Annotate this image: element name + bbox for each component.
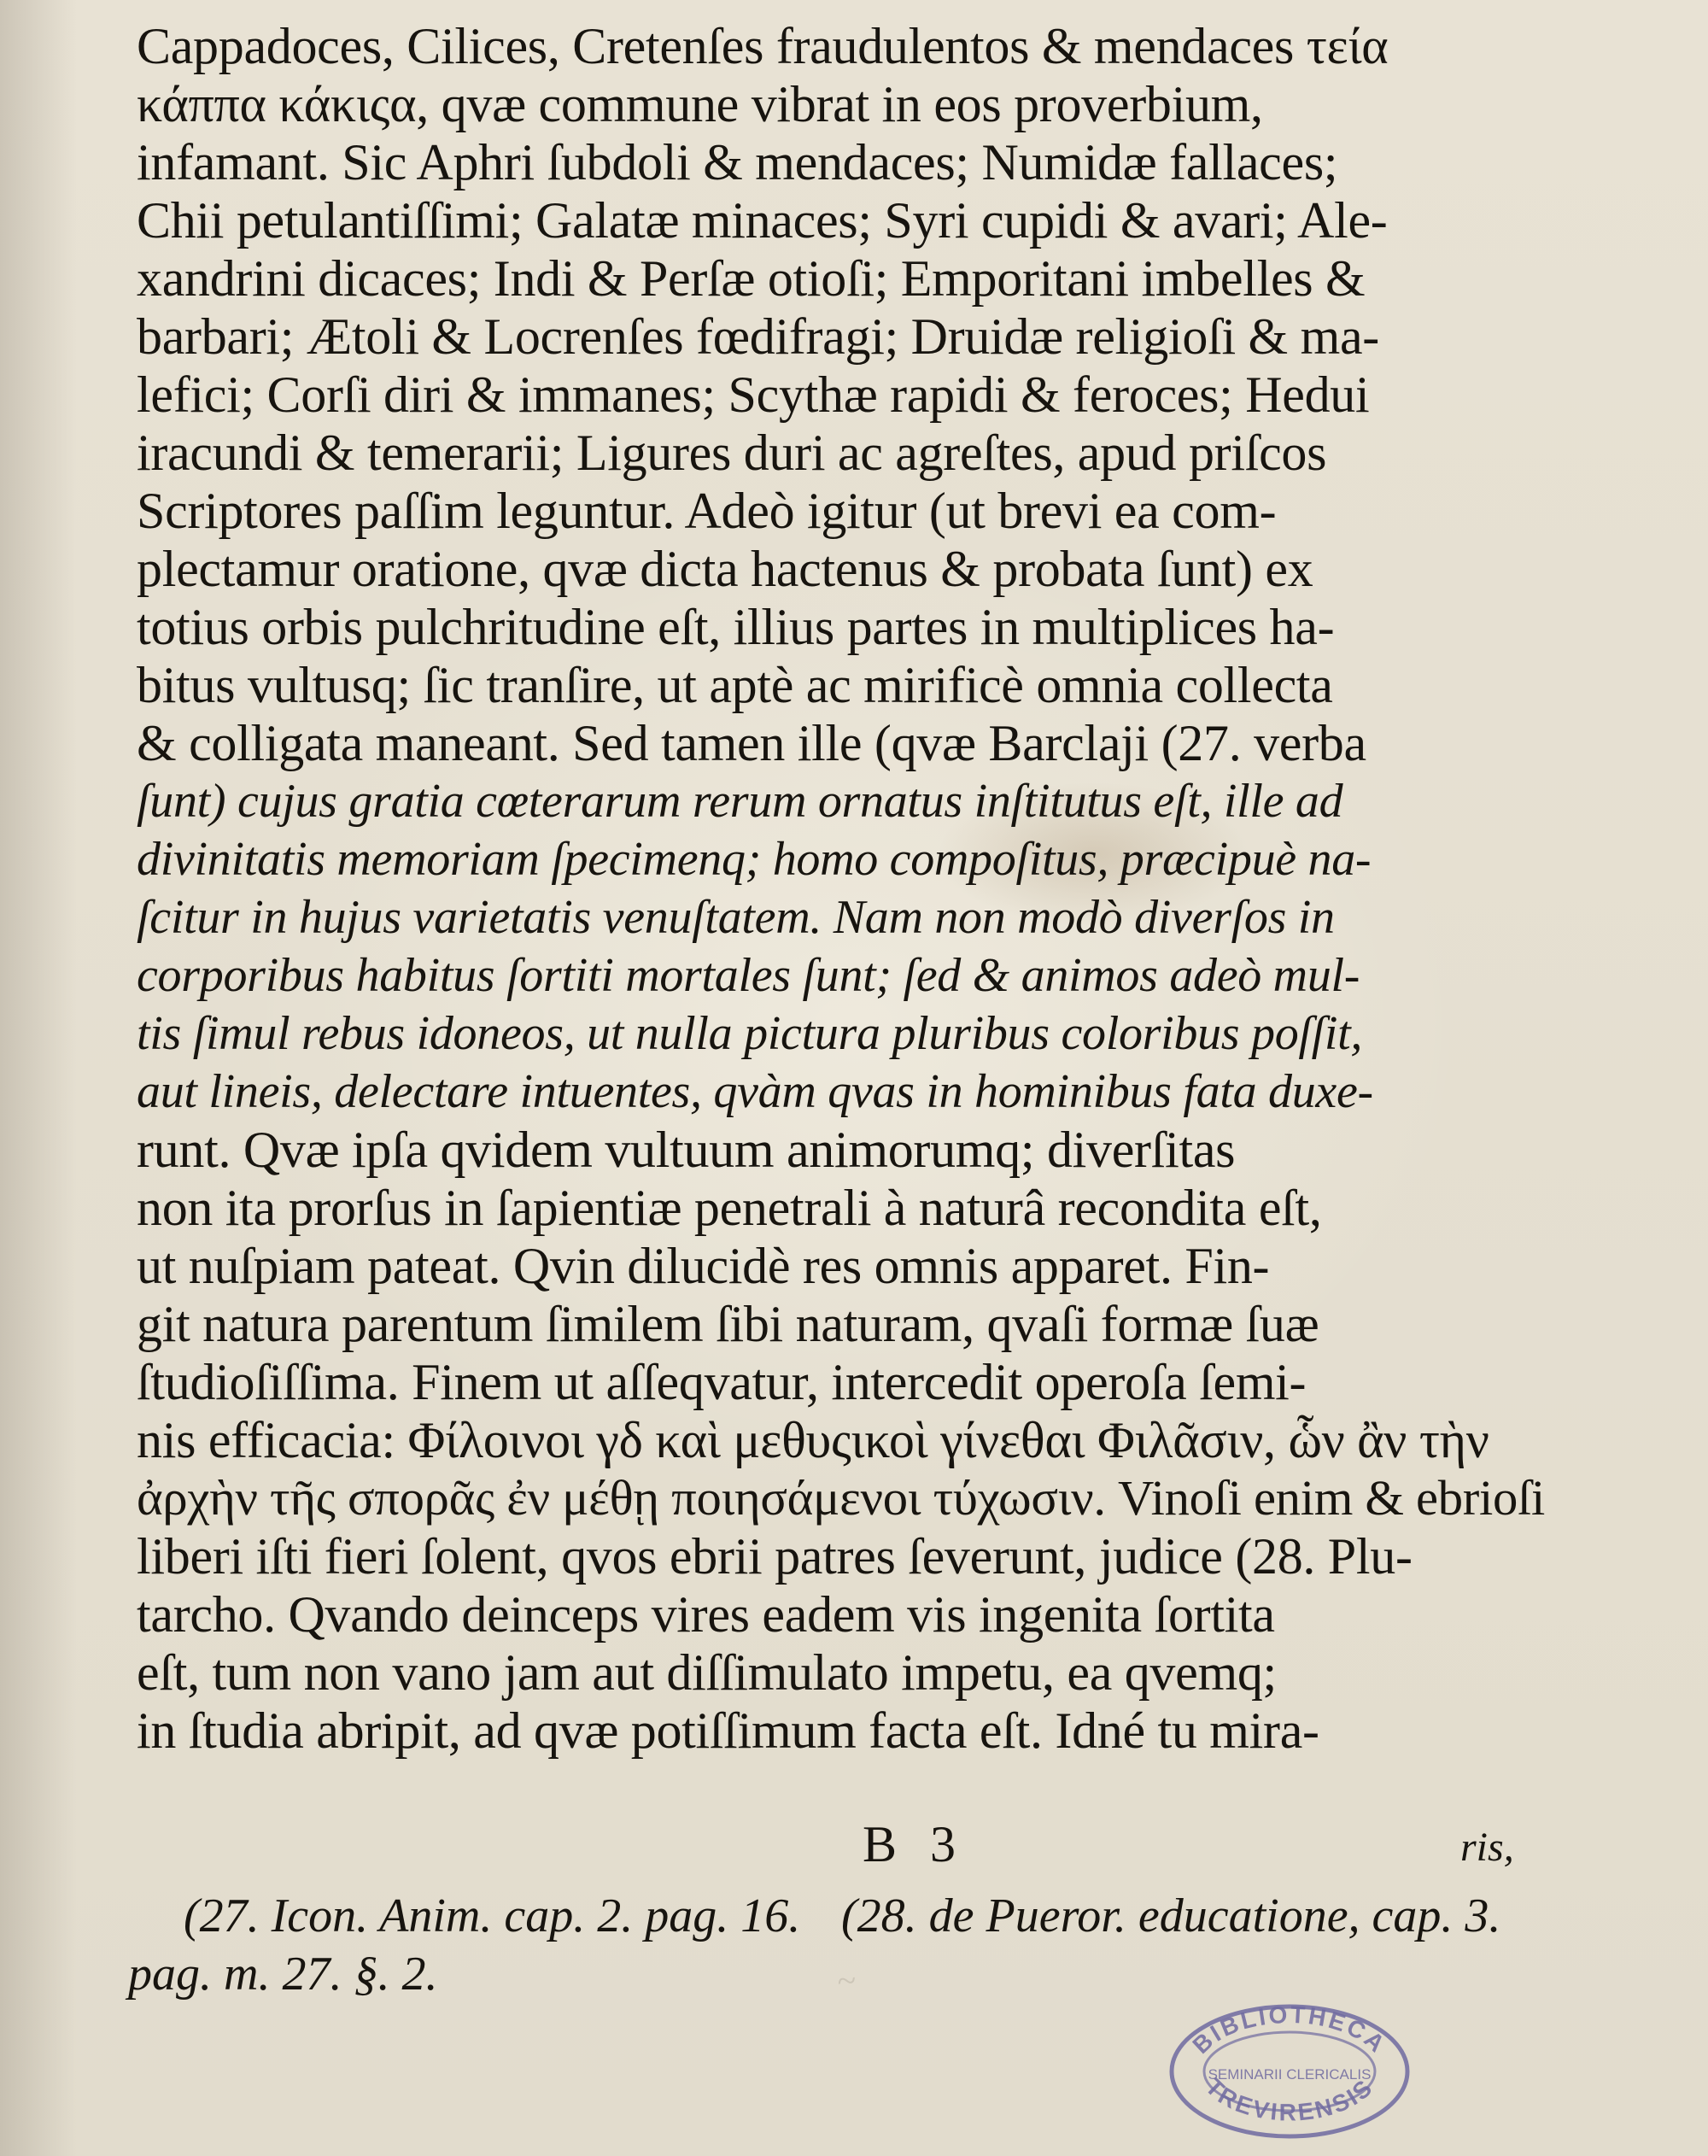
text-line: ut nuſpiam pateat. Qvin dilucidè res omnis apparet. Fin-	[137, 1238, 1270, 1294]
text-line: runt. Qvæ ipſa qvidem vultuum animorumq; diverſitas	[137, 1122, 1236, 1178]
text-line: infamant. Sic Aphri ſubdoli & mendaces; Numidæ fallaces;	[137, 134, 1338, 190]
page-gutter-shadow	[0, 0, 77, 2156]
text-line: liberi iſti fieri ſolent, qvos ebrii patres ſeverunt, judice (28. Plu-	[137, 1528, 1413, 1585]
footnote-28: (28. de Pueror. educatione, cap. 3.	[841, 1889, 1501, 1942]
text-line: κάππα κάκιςα, qvæ commune vibrat in eos proverbium,	[137, 76, 1263, 132]
text-line: totius orbis pulchritudine eſt, illius partes in multiplices ha-	[137, 599, 1335, 655]
text-line: tarcho. Qvando deinceps vires eadem vis ingenita ſortita	[137, 1586, 1275, 1643]
text-line: ἀρχὴν τῆς σπορᾶς ἐν μέθῃ ποιησάμενοι τύχωσιν. Vinoſi enim & ebrioſi	[137, 1470, 1546, 1526]
stamp-middle-text: SEMINARII CLERICALIS	[1208, 2066, 1372, 2083]
text-line: non ita prorſus in ſapientiæ penetrali à naturâ recondita eſt,	[137, 1180, 1322, 1236]
text-line-italic: tis ſimul rebus idoneos, ut nulla pictura pluribus coloribus poſſit,	[137, 1007, 1363, 1060]
footnote-27: (27. Icon. Anim. cap. 2. pag. 16.	[184, 1889, 801, 1942]
text-line: bitus vultusq; ſic tranſire, ut aptè ac mirificè omnia collecta	[137, 657, 1333, 713]
text-line: Scriptores paſſim leguntur. Adeò igitur (ut brevi ea com-	[137, 483, 1277, 539]
text-line: plectamur oratione, qvæ dicta hactenus & probata ſunt) ex	[137, 541, 1313, 597]
text-line: iracundi & temerarii; Ligures duri ac agreſtes, apud priſcos	[137, 425, 1327, 481]
text-line-italic: aut lineis, delectare intuentes, qvàm qvas in hominibus fata duxe-	[137, 1065, 1373, 1118]
text-line: lefici; Corſi diri & immanes; Scythæ rapidi & feroces; Hedui	[137, 366, 1370, 423]
catchword: ris,	[1460, 1825, 1514, 1870]
text-line: Chii petulantiſſimi; Galatæ minaces; Syri cupidi & avari; Ale-	[137, 192, 1388, 249]
text-line: Cappadoces, Cilices, Cretenſes fraudulentos & mendaces τεία	[137, 18, 1389, 74]
text-line-italic: ſcitur in hujus varietatis venuſtatem. Nam non modò diverſos in	[137, 891, 1335, 944]
text-line: barbari; Ætoli & Locrenſes fœdifragi; Druidæ religioſi & ma-	[137, 308, 1379, 365]
text-line: xandrini dicaces; Indi & Perſæ otioſi; Emporitani imbelles &	[137, 250, 1366, 307]
text-line: & colligata maneant. Sed tamen ille (qvæ Barclaji (27. verba	[137, 715, 1366, 771]
text-line-italic: divinitatis memoriam ſpecimenq; homo compoſitus, præcipuè na-	[137, 833, 1372, 886]
text-line: in ſtudia abripit, ad qvæ potiſſimum facta eſt. Idné tu mira-	[137, 1702, 1319, 1759]
text-line-italic: ſunt) cujus gratia cœterarum rerum ornatus inſtitutus eſt, ille ad	[137, 775, 1343, 828]
stamp-bottom-text: TREVIRENSIS	[1200, 2073, 1379, 2126]
bleed-through-text: ~	[835, 1960, 857, 2001]
text-line: nis efficacia: Φίλοινοι γδ καὶ μεθυςικοὶ γίνεθαι Φιλᾶσιν, ὧν ἂν τὴν	[137, 1412, 1489, 1468]
text-line: eſt, tum non vano jam aut diſſimulato impetu, ea qvemq;	[137, 1644, 1277, 1701]
stamp-top-text: BIBLIOTHECA	[1187, 2001, 1392, 2059]
text-line: git natura parentum ſimilem ſibi naturam, qvaſi formæ ſuæ	[137, 1296, 1319, 1352]
text-line: ſtudioſiſſima. Finem ut aſſeqvatur, intercedit operoſa ſemi-	[137, 1354, 1307, 1410]
library-stamp	[1161, 1999, 1418, 2144]
signature-mark: B 3	[863, 1816, 967, 1872]
footnote-28-continued: pag. m. 27. §. 2.	[128, 1948, 438, 2001]
text-line-italic: corporibus habitus ſortiti mortales ſunt; ſed & animos adeò mul-	[137, 949, 1360, 1002]
